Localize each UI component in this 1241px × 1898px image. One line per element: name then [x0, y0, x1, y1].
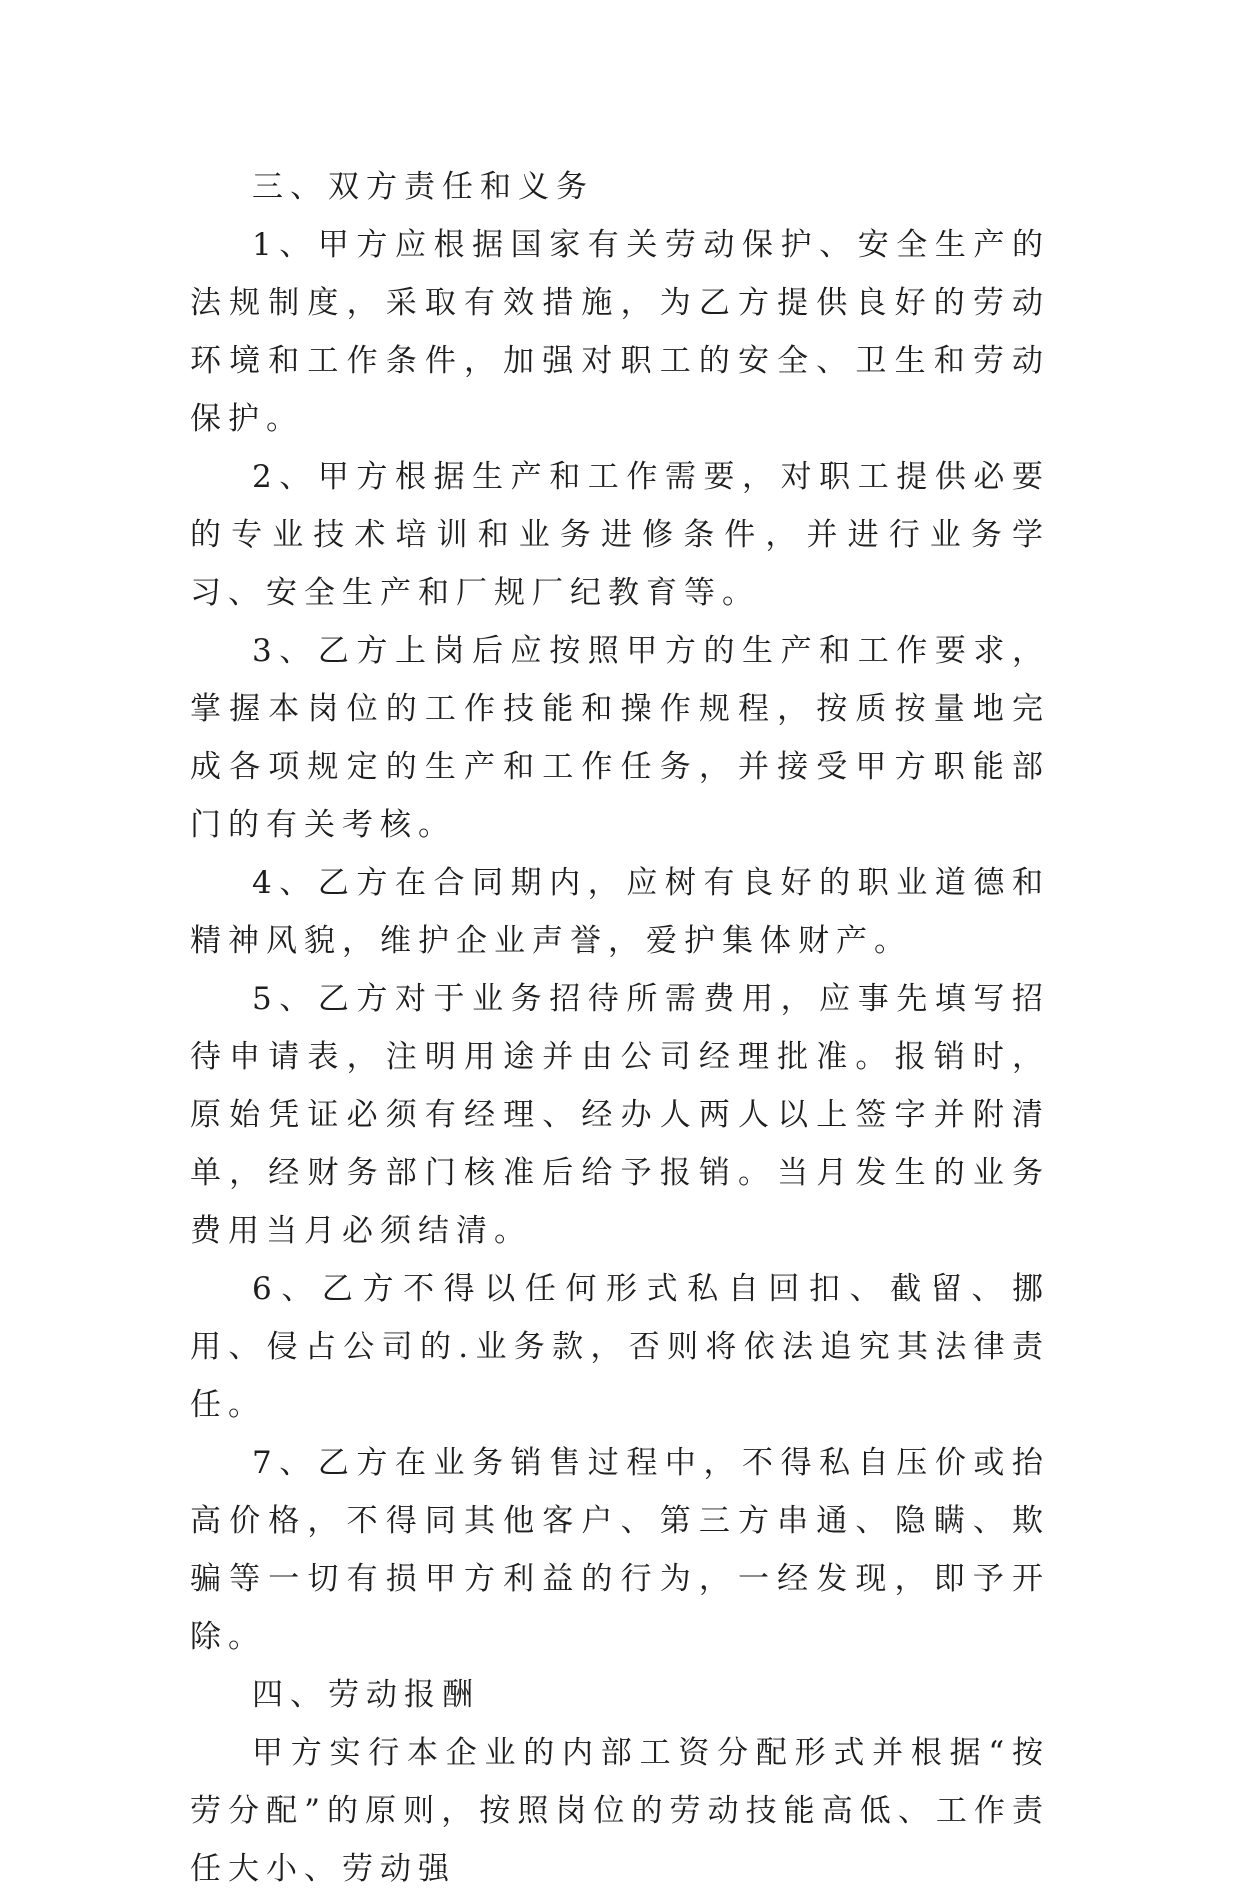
section-heading-responsibilities: 三、双方责任和义务 — [252, 169, 594, 205]
clause-3-paragraph: 3、乙方上岗后应按照甲方的生产和工作要求，掌握本岗位的工作技能和操作规程，按质按量地完成各项规定的生产和工作任务，并接受甲方职能部门的有关考核。 — [190, 633, 1050, 843]
clause-4-paragraph: 4、乙方在合同期内，应树有良好的职业道德和精神风貌，维护企业声誉，爱护集体财产。 — [190, 865, 1050, 959]
clause-1-paragraph: 1、甲方应根据国家有关劳动保护、安全生产的法规制度，采取有效措施，为乙方提供良好的劳动环境和工作条件，加强对职工的安全、卫生和劳动保护。 — [190, 227, 1050, 437]
section-heading-remuneration: 四、劳动报酬 — [252, 1677, 480, 1713]
clause-6-paragraph: 6、乙方不得以任何形式私自回扣、截留、挪用、侵占公司的.业务款，否则将依法追究其法律责任。 — [190, 1271, 1050, 1423]
clause-2-paragraph: 2、甲方根据生产和工作需要，对职工提供必要的专业技术培训和业务进修条件，并进行业务学习、安全生产和厂规厂纪教育等。 — [190, 459, 1050, 611]
remuneration-paragraph: 甲方实行本企业的内部工资分配形式并根据“按劳分配”的原则，按照岗位的劳动技能高低、工作责任大小、劳动强 — [190, 1735, 1050, 1887]
clause-7-paragraph: 7、乙方在业务销售过程中，不得私自压价或抬高价格，不得同其他客户、第三方串通、隐瞒、欺骗等一切有损甲方利益的行为，一经发现，即予开除。 — [190, 1445, 1050, 1655]
document-body — [190, 158, 1050, 1898]
clause-5-paragraph: 5、乙方对于业务招待所需费用，应事先填写招待申请表，注明用途并由公司经理批准。报销时，原始凭证必须有经理、经办人两人以上签字并附清单，经财务部门核准后给予报销。当月发生的业务费用当月必须结清。 — [190, 981, 1050, 1249]
